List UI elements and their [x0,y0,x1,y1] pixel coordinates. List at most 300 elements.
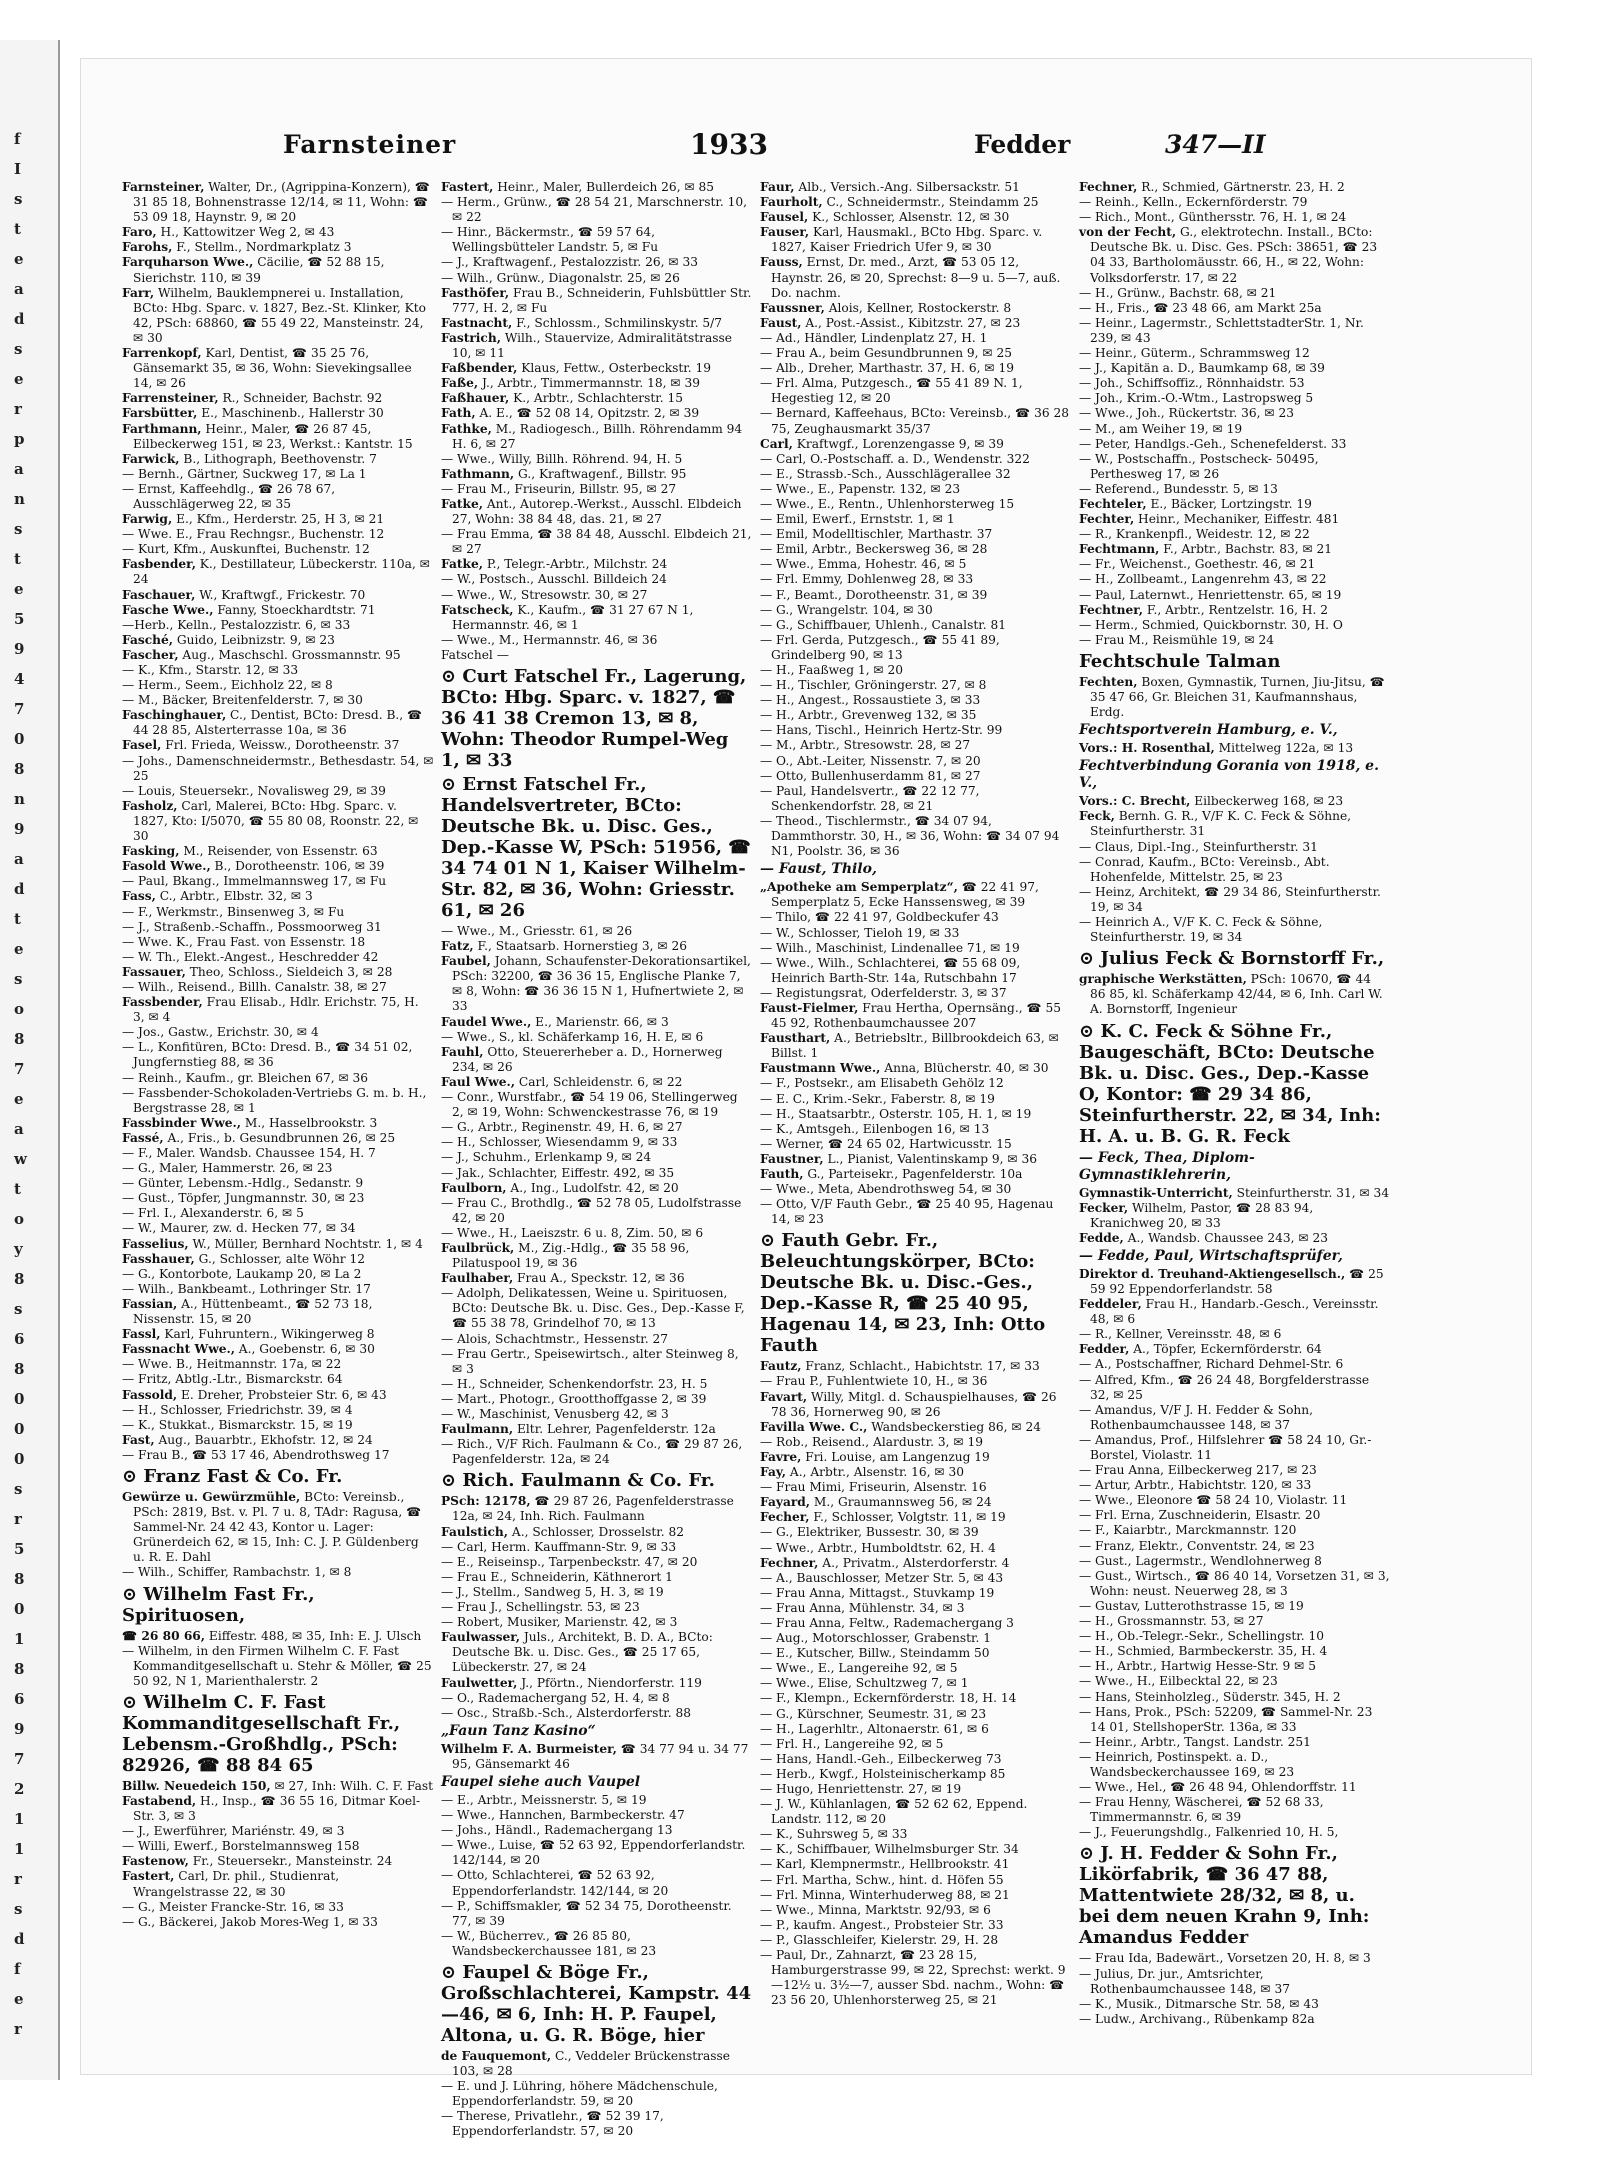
directory-entry: — E., Strassb.-Sch., Ausschlägerallee 32 [760,466,1011,481]
directory-entry: Fecker, Wilhelm, Pastor, ☎ 28 83 94, Kranichweg 20, ✉ 33 [1079,1200,1314,1230]
directory-entry: — Carl, Herm. Kauffmann-Str. 9, ✉ 33 [441,1539,677,1554]
margin-char: t [14,1180,21,1198]
advertisement-heading: ⊙ Franz Fast & Co. Fr. [122,1465,343,1487]
directory-entry: Faust-Fielmer, Frau Hertha, Opernsäng., ☎ 55 45 92, Rothenbaumchaussee 207 [760,1000,1062,1031]
directory-entry: Fatz, F., Staatsarb. Hornerstieg 3, ✉ 26 [441,939,688,954]
directory-entry: Fechter, Heinr., Mechaniker, Eiffestr. 481 [1079,512,1340,527]
margin-char: a [14,850,24,868]
directory-entry: Fasold Wwe., B., Dorotheenstr. 106, ✉ 39 [122,859,385,874]
directory-entry: — G., Meister Francke-Str. 16, ✉ 33 [122,1899,344,1914]
advertisement-heading: ⊙ Curt Fatschel Fr., Lagerung, BCto: Hbg. Sparc. v. 1827, ☎ 36 41 38 Cremon 13, ✉ 8, Wohn: Theodor Rumpel-Weg 1, ✉ 33 [441,666,747,771]
margin-char: s [14,190,23,208]
directory-entry: Gymnastik-Unterricht, Steinfurtherstr. 31, ✉ 34 [1079,1185,1390,1200]
directory-entry: — Fritz, Abtlg.-Ltr., Bismarckstr. 64 [122,1372,343,1387]
directory-entry: Fauth, G., Parteisekr., Pagenfelderstr. 10a [760,1167,1023,1181]
advertisement-heading: Fechtschule Talman [1079,650,1281,672]
margin-char: 8 [14,1570,25,1588]
directory-entry: — Frau E., Schneiderin, Käthnerort 1 [441,1569,673,1584]
directory-entry: Fedder, A., Töpfer, Eckernförderstr. 64 [1079,1342,1322,1357]
margin-char: e [14,580,24,598]
directory-entry: — J., Feuerungshdlg., Falkenried 10, H. 5, [1079,1825,1339,1840]
directory-entry: — Wwe., S., kl. Schäferkamp 16, H. E, ✉ 6 [441,1029,704,1044]
directory-entry: — Ernst, Kaffeehdlg., ☎ 26 78 67, Ausschlägerweg 22, ✉ 35 [122,481,336,511]
directory-entry: — Heinz, Architekt, ☎ 29 34 86, Steinfurtherstr. 19, ✉ 34 [1079,884,1381,914]
directory-entry: Favre, Fri. Louise, am Langenzug 19 [760,1449,990,1464]
margin-char: e [14,1990,24,2008]
directory-entry: Fassnacht Wwe., A., Goebenstr. 6, ✉ 30 [122,1342,375,1357]
advertisement-heading: ⊙ Wilhelm Fast Fr., Spirituosen, [122,1583,315,1626]
directory-entry: Gewürze u. Gewürzmühle, BCto: Vereinsb., PSch: 2819, Bst. v. Pl. 7 u. 8, TAdr: Ragusa, ☎ Sammel-Nr. 24 42 43, Kontor u. Lager: Grünerdeich 62, ✉ 15, Inh: C. J. P. Güldenberg u. R. E. Dahl [122,1489,422,1565]
advertisement-heading: Faupel siehe auch Vaupel [441,1773,641,1790]
directory-entry: — H., Schlosser, Wiesendamm 9, ✉ 33 [441,1135,678,1150]
directory-entry: Farr, Wilhelm, Bauklempnerei u. Installation, BCto: Hbg. Sparc. v. 1827, Bez.-St. Klinker, Kto 42, PSch: 68860, ☎ 55 49 22, Mansteinstr. 24, ✉ 30 [122,285,426,345]
directory-entry: — R., Krankenpfl., Weidestr. 12, ✉ 22 [1079,527,1310,542]
directory-entry: Faustmann Wwe., Anna, Blücherstr. 40, ✉ 30 [760,1061,1049,1076]
directory-entry: Farwick, B., Lithograph, Beethovenstr. 7 [122,451,377,466]
directory-entry: — Wilh., Schiffer, Rambachstr. 1, ✉ 8 [122,1565,352,1580]
directory-entry: Farwig, E., Kfm., Herderstr. 25, H 3, ✉ 21 [122,512,385,527]
directory-entry: — Peter, Handlgs.-Geh., Schenefelderst. 33 [1079,436,1347,451]
directory-entry: — P., Schiffsmakler, ☎ 52 34 75, Dorotheenstr. 77, ✉ 39 [441,1898,732,1928]
directory-entry: — Wwe., Meta, Abendrothsweg 54, ✉ 30 [760,1182,1012,1197]
directory-entry: — P., kaufm. Angest., Probsteier Str. 33 [760,1917,1004,1932]
directory-entry: — Wwe., W., Stresowstr. 30, ✉ 27 [441,587,648,602]
directory-entry: — O., Rademachergang 52, H. 4, ✉ 8 [441,1690,670,1705]
directory-entry: — Wwe. E., Frau Rechngsr., Buchenstr. 12 [122,527,385,542]
directory-entry: Fechtmann, F., Arbtr., Bachstr. 83, ✉ 21 [1079,542,1333,557]
directory-entry: Fedde, A., Wandsb. Chaussee 243, ✉ 23 [1079,1230,1328,1245]
directory-entry: Fauser, Karl, Hausmakl., BCto Hbg. Sparc. v. 1827, Kaiser Friedrich Ufer 9, ✉ 30 [760,225,1043,255]
margin-char: s [14,340,23,358]
directory-entry: Fassian, A., Hüttenbeamt., ☎ 52 73 18, Nissenstr. 15, ✉ 20 [122,1296,373,1327]
directory-entry: — Therese, Privatlehr., ☎ 52 39 17, Eppendorferlandstr. 57, ✉ 20 [441,2109,664,2139]
margin-char: r [14,400,22,418]
margin-char: 7 [14,1060,25,1078]
directory-entry: — Hugo, Henriettenstr. 27, ✉ 19 [760,1782,962,1796]
directory-entry: — Jos., Gastw., Erichstr. 30, ✉ 4 [122,1025,319,1040]
directory-entry: — Referend., Bundesstr. 5, ✉ 13 [1079,481,1278,496]
directory-entry: Faulstich, A., Schlosser, Drosselstr. 82 [441,1524,684,1539]
directory-entry: — E. C., Krim.-Sekr., Faberstr. 8, ✉ 19 [760,1091,995,1106]
directory-entry: Fatke, Ant., Autorep.-Werkst., Ausschl. Elbdeich 27, Wohn: 38 84 48, das. 21, ✉ 27 [441,496,742,527]
directory-entry: Faurholt, C., Schneidermstr., Steindamm 25 [760,195,1039,210]
directory-entry: — Robert, Musiker, Marienstr. 42, ✉ 3 [441,1615,678,1630]
directory-entry: — Frau M., Reismühle 19, ✉ 24 [1079,632,1275,647]
directory-entry: Farthmann, Heinr., Maler, ☎ 26 87 45, Eilbeckerweg 151, ✉ 23, Werkst.: Kantstr. 15 [122,421,413,451]
directory-entry: graphische Werkstätten, PSch: 10670, ☎ 44 86 85, kl. Schäferkamp 42/44, ✉ 6, Inh. Carl W. A. Bornstorff, Ingenieur [1079,972,1383,1017]
directory-entry: — G., Kontorbote, Laukamp 20, ✉ La 2 [122,1266,362,1281]
directory-entry: Faulwetter, J., Pförtn., Niendorferstr. 119 [441,1675,702,1690]
directory-entry: — Frl. Minna, Winterhuderweg 88, ✉ 21 [760,1887,1010,1902]
directory-entry: — Frau Emma, ☎ 38 84 48, Ausschl. Elbdeich 21, ✉ 27 [441,527,752,557]
margin-char: 1 [14,1810,25,1828]
margin-char: s [14,1900,23,1918]
advertisement-heading: ⊙ Julius Feck & Bornstorff Fr., [1079,948,1385,970]
directory-entry: — E. und J. Lühring, höhere Mädchenschule, Eppendorferlandstr. 59, ✉ 20 [441,2079,718,2109]
directory-entry: — Joh., Schiffsoffiz., Rönnhaidstr. 53 [1079,376,1305,391]
directory-entry: — Wwe., E., Langereihe 92, ✉ 5 [760,1661,958,1676]
margin-char: 0 [14,1450,25,1468]
header-first-name: Farnsteiner [283,130,457,159]
directory-entry: — Frl. Erna, Zuschneiderin, Elsastr. 20 [1079,1508,1321,1523]
directory-entry: — H., Grossmannstr. 53, ✉ 27 [1079,1614,1264,1629]
directory-entry: — Heinr., Arbtr., Tangst. Landstr. 251 [1079,1734,1311,1749]
directory-entry: — F., Werkmstr., Binsenweg 3, ✉ Fu [122,904,345,919]
directory-entry: — Osc., Straßb.-Sch., Alsterdorferstr. 88 [441,1705,691,1720]
directory-entry: — K., Schiffbauer, Wilhelmsburger Str. 34 [760,1842,1019,1857]
directory-entry: — H., Schmied, Barmbeckerstr. 35, H. 4 [1079,1644,1328,1659]
directory-entry: — Aug., Motorschlosser, Grabenstr. 1 [760,1631,991,1646]
directory-entry: — Jak., Schlachter, Eiffestr. 492, ✉ 35 [441,1165,675,1180]
directory-entry: — K., Suhrsweg 5, ✉ 33 [760,1827,908,1842]
directory-entry: — Reinh., Kaufm., gr. Bleichen 67, ✉ 36 [122,1070,369,1085]
directory-entry: — Wwe., Joh., Rückertstr. 36, ✉ 23 [1079,406,1294,421]
directory-entry: Fauhl, Otto, Steuererheber a. D., Hornerweg 234, ✉ 26 [441,1044,723,1074]
directory-entry: — G., Kürschner, Seumestr. 31, ✉ 23 [760,1706,987,1721]
directory-entry: — Carl, O.-Postschaff. a. D., Wendenstr. 322 [760,451,1030,466]
directory-entry: Fastenow, Fr., Steuersekr., Mansteinstr. 24 [122,1854,393,1869]
margin-char: 6 [14,1330,25,1348]
margin-char: 1 [14,1630,25,1648]
directory-entry: — Wwe., H., Laeiszstr. 6 u. 8, Zim. 50, ✉ 6 [441,1225,704,1240]
directory-entry: Fautz, Franz, Schlacht., Habichtstr. 17, ✉ 33 [760,1359,1040,1374]
margin-char: f [14,1960,21,1978]
margin-char: d [14,310,25,328]
directory-entry: — W., Postsch., Ausschl. Billdeich 24 [441,572,667,587]
directory-entry: Feddeler, Frau H., Handarb.-Gesch., Vereinsstr. 48, ✉ 6 [1079,1297,1379,1327]
margin-char: e [14,250,24,268]
margin-char: o [14,1210,25,1228]
directory-entry: — Wwe., Eleonore ☎ 58 24 10, Violastr. 11 [1079,1493,1348,1508]
directory-entry: — F., Maler. Wandsb. Chaussee 154, H. 7 [122,1146,376,1160]
directory-entry: — Thilo, ☎ 22 41 97, Goldbeckufer 43 [760,910,999,925]
directory-entry: — M., Arbtr., Stresowstr. 28, ✉ 27 [760,738,971,753]
directory-entry: Fastert, Carl, Dr. phil., Studienrat, Wrangelstrasse 22, ✉ 30 [122,1869,340,1899]
directory-entry: — Amandus, Prof., Hilfslehrer ☎ 58 24 10, Gr.-Borstel, Violastr. 11 [1079,1432,1372,1462]
directory-entry: — L., Konfitüren, BCto: Dresd. B., ☎ 34 51 02, Jungfernstieg 88, ✉ 36 [122,1040,413,1070]
directory-entry: Faßbender, Klaus, Fettw., Osterbeckstr. 19 [441,361,712,376]
directory-entry: — Gust., Lagermstr., Wendlohnerweg 8 [1079,1553,1322,1568]
directory-entry: — Conrad, Kaufm., BCto: Vereinsb., Abt. Hohenfelde, Mittelstr. 25, ✉ 23 [1079,854,1330,884]
margin-char: t [14,910,21,928]
directory-entry: — Otto, Schlachterei, ☎ 52 63 92, Eppendorferlandstr. 142/144, ✉ 20 [441,1868,669,1898]
directory-entry: Favart, Willy, Mitgl. d. Schauspielhauses, ☎ 26 78 36, Hornerweg 90, ✉ 26 [760,1389,1057,1419]
margin-char: o [14,1000,25,1018]
directory-entry: Faustner, L., Pianist, Valentinskamp 9, ✉ 36 [760,1151,1038,1166]
directory-entry: — J., Kraftwagenf., Pestalozzistr. 26, ✉ 33 [441,255,698,270]
directory-entry: Fausthart, A., Betriebsltr., Billbrookdeich 63, ✉ Billst. 1 [760,1031,1059,1061]
directory-entry: Fasholz, Carl, Malerei, BCto: Hbg. Sparc. v. 1827, Kto: I/5070, ☎ 55 80 08, Roonstr. 22, ✉ 30 [122,798,419,844]
margin-char: 8 [14,1660,25,1678]
margin-char: 9 [14,820,25,838]
directory-entry: — G., Elektriker, Bussestr. 30, ✉ 39 [760,1525,979,1540]
directory-entry: — H., Angest., Rossaustiete 3, ✉ 33 [760,693,981,708]
directory-entry: — A., Bauschlosser, Metzer Str. 5, ✉ 43 [760,1570,1004,1585]
directory-entry: Faubel, Johann, Schaufenster-Dekorationsartikel, PSch: 32200, ☎ 36 36 15, Englische Planke 7, ✉ 8, Wohn: ☎ 36 36 15 N 1, Hufnertwiete 2, ✉ 33 [441,954,751,1014]
directory-entry: — Frau Mimi, Friseurin, Alsenstr. 16 [760,1480,987,1495]
directory-entry: — Emil, Arbtr., Beckersweg 36, ✉ 28 [760,542,988,557]
directory-entry: Farrensteiner, R., Schneider, Bachstr. 92 [122,391,383,406]
directory-entry: — K., Kfm., Starstr. 12, ✉ 33 [122,663,299,677]
directory-entry: Fasché, Guido, Leibnizstr. 9, ✉ 23 [122,632,335,647]
directory-entry: Fechten, Boxen, Gymnastik, Turnen, Jiu-Jitsu, ☎ 35 47 66, Gr. Bleichen 31, Kaufmannshaus, Erdg. [1079,674,1385,720]
directory-entry: — Wwe., E., Rentn., Uhlenhorsterweg 15 [760,496,1015,511]
margin-char: t [14,220,21,238]
directory-entry: — W., Maschinist, Venusberg 42, ✉ 3 [441,1407,669,1421]
directory-entry: Farquharson Wwe., Cäcilie, ☎ 52 88 15, Sierichstr. 110, ✉ 39 [122,255,385,285]
margin-char: n [14,790,25,808]
directory-entry: — Gustav, Lutterothstrasse 15, ✉ 19 [1079,1598,1304,1613]
directory-entry: — Adolph, Delikatessen, Weine u. Spirituosen, BCto: Deutsche Bk. u. Disc. Ges., Dep.-Kasse F, ☎ 55 38 78, Grindelhof 70, ✉ 13 [441,1286,745,1331]
directory-entry: — J. W., Kühlanlagen, ☎ 52 62 62, Eppend. Landstr. 112, ✉ 20 [760,1797,1028,1827]
directory-entry: Fasselius, W., Müller, Bernhard Nochtstr. 1, ✉ 4 [122,1236,423,1251]
directory-entry: Feck, Bernh. G. R., V/F K. C. Feck & Söhne, Steinfurtherstr. 31 [1079,809,1352,839]
directory-entry: — Heinrich A., V/F K. C. Feck & Söhne, Steinfurtherstr. 19, ✉ 34 [1079,915,1323,945]
directory-entry: Fechteler, E., Bäcker, Lortzingstr. 19 [1079,496,1312,511]
directory-entry: — Paul, Laternwt., Henriettenstr. 65, ✉ 19 [1079,587,1342,602]
margin-char: r [14,2020,22,2038]
advertisement-heading: ⊙ Ernst Fatschel Fr., Handelsvertreter, BCto: Deutsche Bk. u. Disc. Ges., Dep.-Kasse W, PSch: 51956, ☎ 34 74 01 N 1, Kaiser Wilhelm-Str. 82, ✉ 36, Wohn: Griesstr. 61, ✉ 26 [441,774,751,921]
adjacent-page-edge [0,40,60,2080]
advertisement-heading: Fechtsportverein Hamburg, e. V., [1079,722,1338,739]
directory-entry: Fatscheck, K., Kaufm., ☎ 31 27 67 N 1, Hermannstr. 46, ✉ 1 [441,602,694,632]
advertisement-heading: — Faust, Thilo, [760,861,877,878]
margin-char: 5 [14,610,25,628]
directory-entry: — G., Bäckerei, Jakob Mores-Weg 1, ✉ 33 [122,1914,378,1929]
directory-entry: Fasking, M., Reisender, von Essenstr. 63 [122,844,378,859]
directory-entry: Faulbrück, M., Zig.-Hdlg., ☎ 35 58 96, Pilatuspool 19, ✉ 36 [441,1240,690,1271]
directory-entry: — Heinr., Lagermstr., SchlettstadterStr. 1, Nr. 239, ✉ 43 [1079,315,1364,345]
margin-char: 8 [14,1270,25,1288]
directory-entry: Favilla Wwe. C., Wandsbeckerstieg 86, ✉ 24 [760,1419,1041,1434]
directory-entry: Fassl, Karl, Fuhruntern., Wikingerweg 8 [122,1327,375,1342]
directory-entry: — Bernh., Gärtner, Suckweg 17, ✉ La 1 [122,466,367,481]
directory-entry: Faust, A., Post.-Assist., Kibitzstr. 27, ✉ 23 [760,315,1021,330]
directory-entry: — Herb., Kwgf., Holsteinischerkamp 85 [760,1766,1006,1781]
directory-entry: Fastert, Heinr., Maler, Bullerdeich 26, ✉ 85 [441,180,715,194]
margin-char: I [14,160,22,178]
margin-char: 9 [14,1720,25,1738]
directory-entry: Fausel, K., Schlosser, Alsenstr. 12, ✉ 30 [760,210,1010,225]
directory-entry: — Otto, V/F Fauth Gebr., ☎ 25 40 95, Hagenau 14, ✉ 23 [760,1197,1054,1227]
directory-entry: — H., Grünw., Bachstr. 68, ✉ 21 [1079,285,1277,300]
directory-entry: — Kurt, Kfm., Auskunftei, Buchenstr. 12 [122,542,370,557]
directory-entry: — Wwe., Emma, Hohestr. 46, ✉ 5 [760,557,967,572]
directory-entry: — Frau M., Friseurin, Billstr. 95, ✉ 27 [441,481,677,496]
directory-entry: — G., Wrangelstr. 104, ✉ 30 [760,602,933,617]
directory-entry: — M., Bäcker, Breitenfelderstr. 7, ✉ 30 [122,693,363,708]
margin-char: 0 [14,730,25,748]
directory-entry: — Frau Anna, Eilbeckerweg 217, ✉ 23 [1079,1463,1317,1478]
directory-entry: — Herm., Grünw., ☎ 28 54 21, Marschnerstr. 10, ✉ 22 [441,195,748,225]
directory-entry: — Franz, Elektr., Conventstr. 24, ✉ 23 [1079,1538,1315,1553]
margin-char: 0 [14,1390,25,1408]
directory-entry: Farrenkopf, Karl, Dentist, ☎ 35 25 76, Gänsemarkt 35, ✉ 36, Wohn: Sievekingsallee 14, ✉ 26 [122,346,412,391]
directory-entry: — Frl. I., Alexanderstr. 6, ✉ 5 [122,1206,304,1221]
directory-entry: — Paul, Handelsvertr., ☎ 22 12 77, Schenkendorfstr. 28, ✉ 21 [760,783,980,813]
margin-char: t [14,550,21,568]
directory-entry: Farnsteiner, Walter, Dr., (Agrippina-Konzern), ☎ 31 85 18, Bohnenstrasse 12/14, ✉ 11, Wohn: ☎ 53 09 18, Haynstr. 9, ✉ 20 [122,180,430,225]
directory-entry: — F., Postsekr., am Elisabeth Gehölz 12 [760,1076,1004,1091]
directory-entry: — Frau Anna, Mittagst., Stuvkamp 19 [760,1585,995,1600]
directory-entry: — Gust., Wirtsch., ☎ 86 40 14, Vorsetzen 31, ✉ 3, Wohn: neust. Neuerweg 28, ✉ 3 [1079,1568,1390,1598]
margin-char: d [14,1930,25,1948]
margin-char: 5 [14,1540,25,1558]
directory-entry: — F., Klempn., Eckernförderstr. 18, H. 14 [760,1691,1017,1706]
directory-entry: Carl, Kraftwgf., Lorenzengasse 9, ✉ 39 [760,436,1004,451]
advertisement-heading: — Feck, Thea, Diplom-Gymnastiklehrerin, [1079,1149,1255,1183]
advertisement-heading: ⊙ Fauth Gebr. Fr., Beleuchtungskörper, BCto: Deutsche Bk. u. Disc.-Ges., Dep.-Kasse R, ☎ 25 40 95, Hagenau 14, ✉ 23, Inh: Otto Fauth [760,1230,1046,1357]
advertisement-heading: — Fedde, Paul, Wirtschaftsprüfer, [1079,1247,1343,1264]
directory-entry: — W., Maurer, zw. d. Hecken 77, ✉ 34 [122,1221,356,1236]
directory-entry: — Hans, Steinholzleg., Süderstr. 345, H. 2 [1079,1689,1341,1704]
directory-entry: — Emil, Modelltischler, Marthastr. 37 [760,527,993,542]
column-3 [760,180,1071,2008]
directory-entry: — Heinrich, Postinspekt. a. D., Wandsbeckerchaussee 169, ✉ 23 [1079,1749,1295,1779]
directory-entry: — Herm., Schmied, Quickbornstr. 30, H. O [1079,617,1343,632]
directory-entry: Faße, J., Arbtr., Timmermannstr. 18, ✉ 39 [441,376,700,391]
directory-entry: Fechtner, F., Arbtr., Rentzelstr. 16, H. 2 [1079,602,1328,617]
advertisement-heading: ⊙ Faupel & Böge Fr., Großschlachterei, Kampstr. 44—46, ✉ 6, Inh: H. P. Faupel, Altona, u. G. R. Böge, hier [441,1962,752,2046]
directory-entry: — Hinr., Bäckermstr., ☎ 59 57 64, Wellingsbütteler Landstr. 5, ✉ Fu [441,225,659,255]
margin-char: e [14,940,24,958]
directory-entry: — Wilh., Maschinist, Lindenallee 71, ✉ 19 [760,940,1020,955]
advertisement-heading: „Faun Tanz Kasino“ [441,1722,596,1739]
directory-entry: — W., Bücherrev., ☎ 26 85 80, Wandsbeckerchaussee 181, ✉ 23 [441,1928,657,1958]
directory-entry: Faschauer, W., Kraftwgf., Frickestr. 70 [122,587,366,602]
margin-char: s [14,1480,23,1498]
directory-entry: — Fassbender-Schokoladen-Vertriebs G. m. b. H., Bergstrasse 28, ✉ 1 [122,1085,427,1115]
margin-char: s [14,520,23,538]
directory-entry: — E., Arbtr., Meissnerstr. 5, ✉ 19 [441,1792,647,1807]
directory-entry: Fathmann, G., Kraftwagenf., Billstr. 95 [441,466,687,481]
directory-entry: Fastabend, H., Insp., ☎ 36 55 16, Ditmar Koel-Str. 3, ✉ 3 [122,1794,421,1824]
directory-entry: — Wwe., M., Hermannstr. 46, ✉ 36 [441,632,658,647]
margin-char: e [14,370,24,388]
directory-entry: Farsbütter, E., Maschinenb., Hallerstr 30 [122,406,384,421]
directory-entry: Wilhelm F. A. Burmeister, ☎ 34 77 94 u. 34 77 95, Gänsemarkt 46 [441,1741,749,1771]
directory-entry: — Frau A., beim Gesundbrunnen 9, ✉ 25 [760,346,1013,361]
directory-entry: — Werner, ☎ 24 65 02, Hartwicusstr. 15 [760,1136,1012,1151]
directory-entry: — Otto, Bullenhuserdamm 81, ✉ 27 [760,768,981,783]
directory-entry: — Wilh., Bankbeamt., Lothringer Str. 17 [122,1281,371,1296]
directory-entry: — Joh., Krim.-O.-Wtm., Lastropsweg 5 [1079,391,1314,406]
directory-entry: — Frau P., Fuhlentwiete 10, H., ✉ 36 [760,1374,988,1389]
directory-entry: — Theod., Tischlermstr., ☎ 34 07 94, Dammthorstr. 30, H., ✉ 36, Wohn: ☎ 34 07 94 N1, Poolstr. 36, ✉ 36 [760,813,1060,859]
directory-entry: — W., Postschaffn., Postscheck- 50495, Perthesweg 17, ✉ 26 [1079,451,1319,481]
directory-entry: Fast, Aug., Bauarbtr., Ekhofstr. 12, ✉ 24 [122,1432,373,1447]
directory-entry: — Rob., Reisend., Alardustr. 3, ✉ 19 [760,1434,983,1449]
margin-char: r [14,1870,22,1888]
directory-entry: PSch: 12178, ☎ 29 87 26, Pagenfelderstrasse 12a, ✉ 24, Inh. Rich. Faulmann [441,1494,734,1524]
margin-char: d [14,880,25,898]
advertisement-heading: ⊙ K. C. Feck & Söhne Fr., Baugeschäft, BCto: Deutsche Bk. u. Disc. Ges., Dep.-Kasse O, Kontor: ☎ 29 34 86, Steinfurtherstr. 22, ✉ 34, Inh: H. A. u. B. G. R. Feck [1079,1020,1381,1147]
directory-entry: — J., Ewerführer, Mariénstr. 49, ✉ 3 [122,1824,345,1839]
directory-entry: — Willi, Ewerf., Borstelmannsweg 158 [122,1839,360,1854]
directory-entry: — E., Reiseinsp., Tarpenbeckstr. 47, ✉ 20 [441,1554,698,1569]
directory-entry: — Frl. Emmy, Dohlenweg 28, ✉ 33 [760,572,974,587]
directory-entry: Fayard, M., Graumannsweg 56, ✉ 24 [760,1495,992,1510]
directory-entry: — H., Staatsarbtr., Osterstr. 105, H. 1, ✉ 19 [760,1106,1032,1121]
directory-entry: — Paul, Bkang., Immelmannsweg 17, ✉ Fu [122,874,387,889]
directory-entry: Fassauer, Theo, Schloss., Sieldeich 3, ✉ 28 [122,964,393,979]
margin-char: 8 [14,1360,25,1378]
margin-char: s [14,970,23,988]
directory-entry: — Johs., Händl., Rademachergang 13 [441,1823,673,1838]
directory-entry: — H., Fris., ☎ 23 48 66, am Markt 25a [1079,300,1322,315]
header-page-number: 347—II [1165,130,1266,159]
directory-entry: — Hans, Prok., PSch: 52209, ☎ Sammel-Nr. 23 14 01, StellshoperStr. 136a, ✉ 33 [1079,1704,1373,1734]
directory-entry: — Frl. Alma, Putzgesch., ☎ 55 41 89 N. 1, Hegestieg 12, ✉ 20 [760,376,1023,406]
directory-entry: Fasshauer, G., Schlosser, alte Wöhr 12 [122,1251,366,1266]
directory-entry: — Julius, Dr. jur., Amtsrichter, Rothenbaumchaussee 148, ✉ 37 [1079,1966,1290,1996]
directory-entry: — Günter, Lebensm.-Hdlg., Sedanstr. 9 [122,1176,364,1191]
directory-entry: — Wilhelm, in den Firmen Wilhelm C. F. Fast Kommanditgesellschaft u. Stehr & Möller, ☎ 25 50 92, N 1, Marienthalerstr. 2 [122,1643,432,1688]
directory-entry: Vors.: H. Rosenthal, Mittelweg 122a, ✉ 13 [1079,741,1354,756]
directory-entry: Fechner, R., Schmied, Gärtnerstr. 23, H. 2 [1079,180,1345,194]
directory-entry: — Hans, Handl.-Geh., Eilbeckerweg 73 [760,1751,1002,1766]
directory-entry: — R., Kellner, Vereinsstr. 48, ✉ 6 [1079,1327,1282,1342]
directory-entry: — H., Zollbeamt., Langenrehm 43, ✉ 22 [1079,572,1327,587]
directory-entry: — Emil, Ewerf., Ernststr. 1, ✉ 1 [760,512,955,527]
directory-entry: Fatschel — [441,647,509,662]
margin-char: 7 [14,700,25,718]
directory-entry: — G., Maler, Hammerstr. 26, ✉ 23 [122,1161,333,1176]
directory-entry: — Wwe., Wilh., Schlachterei, ☎ 55 68 09, Heinrich Barth-Str. 14a, Rutschbahn 17 [760,955,1021,985]
advertisement-heading: ⊙ Rich. Faulmann & Co. Fr. [441,1470,715,1492]
directory-entry: — K., Amtsgeh., Eilenbogen 16, ✉ 13 [760,1121,990,1136]
directory-entry: —Herb., Kelln., Pestalozzistr. 6, ✉ 33 [122,617,351,632]
directory-entry: — Reinh., Kelln., Eckernförderstr. 79 [1079,195,1308,210]
margin-char: 1 [14,1840,25,1858]
directory-entry: — H., Tischler, Gröningerstr. 27, ✉ 8 [760,678,987,693]
directory-entry: Fauss, Ernst, Dr. med., Arzt, ☎ 53 05 12, Haynstr. 26, ✉ 20, Sprechst: 8—9 u. 5—7, auß. Do. nachm. [760,255,1061,300]
directory-entry: — G., Arbtr., Reginenstr. 49, H. 6, ✉ 27 [441,1120,683,1135]
directory-entry: — Herm., Seem., Eichholz 22, ✉ 8 [122,678,333,693]
directory-entry: — Frau Anna, Feltw., Rademachergang 3 [760,1615,1014,1630]
directory-entry: Faur, Alb., Versich.-Ang. Silbersackstr. 51 [760,180,1020,194]
directory-entry: Fay, A., Arbtr., Alsenstr. 16, ✉ 30 [760,1465,965,1480]
directory-entry: Fasel, Frl. Frieda, Weissw., Dorotheenstr. 37 [122,738,400,753]
directory-entry: de Fauquemont, C., Veddeler Brückenstrasse 103, ✉ 28 [441,2049,730,2079]
directory-entry: — Wwe. K., Frau Fast. von Essenstr. 18 [122,934,366,949]
directory-entry: — K., Stukkat., Bismarckstr. 15, ✉ 19 [122,1417,353,1432]
directory-entry: — Louis, Steuersekr., Novalisweg 29, ✉ 39 [122,783,386,798]
directory-entry: — M., am Weiher 19, ✉ 19 [1079,421,1243,436]
margin-char: p [14,430,25,448]
directory-entry: — Fr., Weichenst., Goethestr. 46, ✉ 21 [1079,557,1316,572]
directory-entry: Faul Wwe., Carl, Schleidenstr. 6, ✉ 22 [441,1074,683,1089]
directory-entry: — Claus, Dipl.-Ing., Steinfurtherstr. 31 [1079,839,1318,854]
margin-char: f [14,130,21,148]
directory-entry: — H., Ob.-Telegr.-Sekr., Schellingstr. 10 [1079,1629,1324,1644]
directory-entry: — H., Schlosser, Friedrichstr. 39, ✉ 4 [122,1402,353,1417]
directory-entry: — Frau Anna, Mühlenstr. 34, ✉ 3 [760,1600,965,1615]
directory-entry: — Wilh., Reisend., Billh. Canalstr. 38, ✉ 27 [122,979,387,994]
directory-entry: — O., Abt.-Leiter, Nissenstr. 7, ✉ 20 [760,753,981,768]
directory-entry: — Wwe., Hel., ☎ 26 48 94, Ohlendorffstr. 11 [1079,1780,1357,1795]
directory-entry: — J., Stellm., Sandweg 5, H. 3, ✉ 19 [441,1584,664,1599]
directory-entry: Faulwasser, Juls., Architekt, B. D. A., BCto: Deutsche Bk. u. Disc. Ges., ☎ 25 17 65, Lübeckerstr. 27, ✉ 24 [441,1630,713,1675]
directory-entry: — Rich., V/F Rich. Faulmann & Co., ☎ 29 87 26, Pagenfelderstr. 12a, ✉ 24 [441,1437,743,1467]
directory-entry: — Wwe. B., Heitmannstr. 17a, ✉ 22 [122,1357,342,1372]
directory-entry: — Frau Ida, Badewärt., Vorsetzen 20, H. 8, ✉ 3 [1079,1951,1371,1966]
directory-entry: Fasthöfer, Frau B., Schneiderin, Fuhlsbüttler Str. 777, H. 2, ✉ Fu [441,285,752,315]
margin-char: w [14,1150,27,1168]
column-1 [122,180,434,1930]
directory-entry: Fassold, E. Dreher, Probsteier Str. 6, ✉ 43 [122,1387,387,1402]
directory-entry: — J., Kapitän a. D., Baumkamp 68, ✉ 39 [1079,361,1325,376]
